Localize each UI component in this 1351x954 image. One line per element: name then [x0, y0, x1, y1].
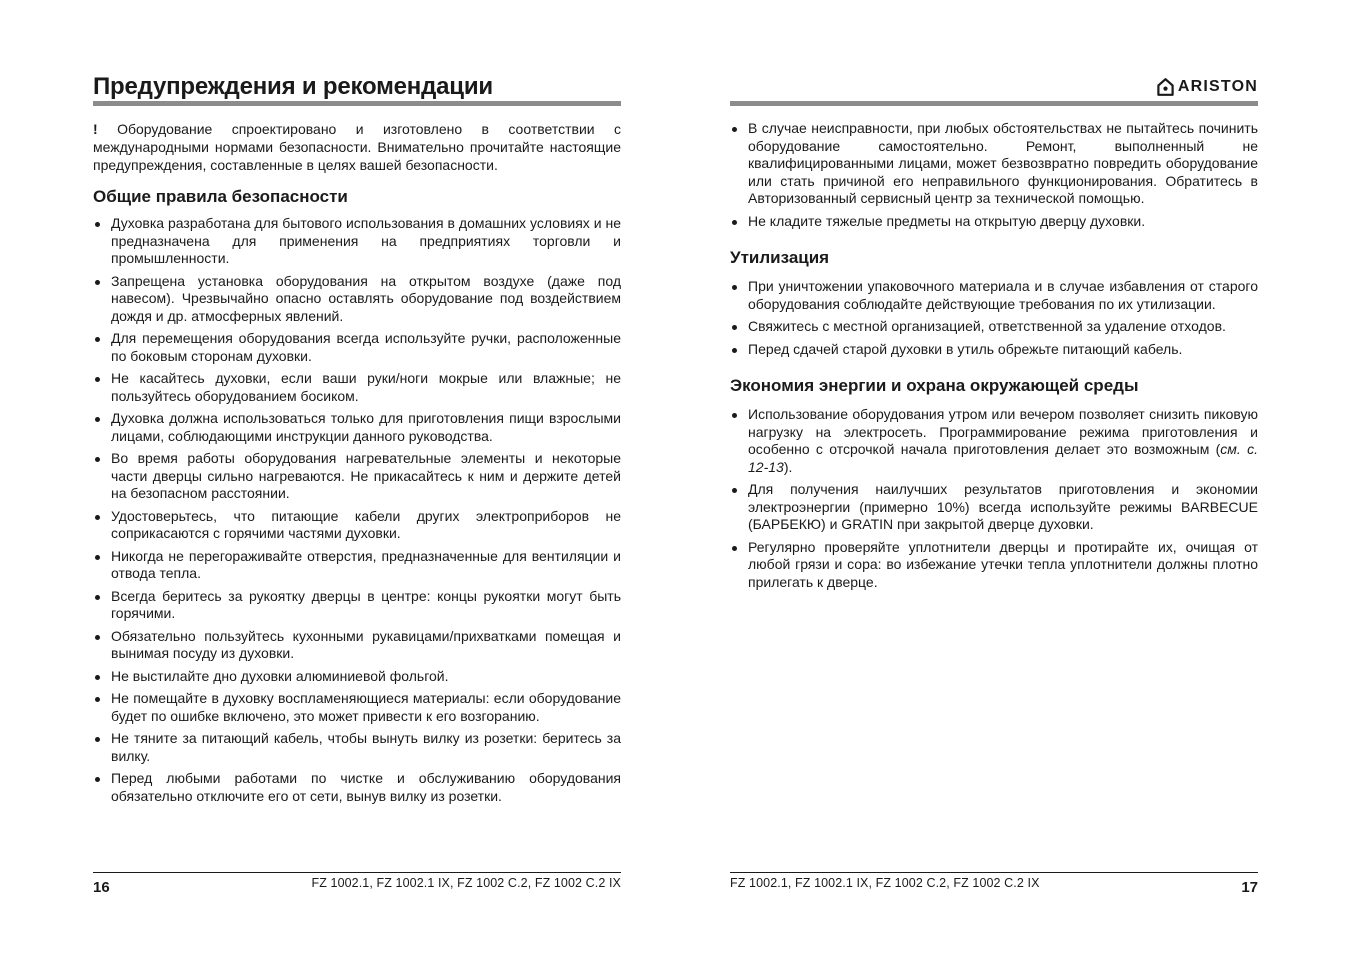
list-item: Не выстилайте дно духовки алюминиевой фольгой. [93, 668, 621, 686]
list-item: Перед сдачей старой духовки в утиль обрежьте питающий кабель. [730, 341, 1258, 359]
page-reference: см. с. 12-13 [748, 441, 1258, 475]
right-content [730, 120, 1258, 596]
energy-bullet-list [730, 406, 1258, 591]
list-item: Обязательно пользуйтесь кухонными рукавицами/прихватками помещая и вынимая посуду из духовки. [93, 628, 621, 663]
warning-mark: ! [93, 121, 98, 137]
left-page [93, 0, 621, 954]
list-item: Для получения наилучших результатов приготовления и экономии электроэнергии (примерно 10%) всегда используйте режимы BARBECUE (БАРБЕКЮ) и GRATIN при закрытой дверце духовки. [730, 481, 1258, 534]
list-item: Удостоверьтесь, что питающие кабели других электроприборов не соприкасаются с горячими частями духовки. [93, 508, 621, 543]
page-title: Предупреждения и рекомендации [93, 73, 493, 100]
disposal-bullet-list [730, 278, 1258, 358]
model-list: FZ 1002.1, FZ 1002.1 IX, FZ 1002 C.2, FZ 1002 C.2 IX [311, 876, 621, 890]
list-item: Регулярно проверяйте уплотнители дверцы и протирайте их, очищая от любой грязи и сора: во избежание утечки тепла уплотнители должны плотно прилегать к дверце. [730, 539, 1258, 592]
list-item: Духовка разработана для бытового использования в домашних условиях и не предназначена для применения на предприятиях торговли и промышленности. [93, 215, 621, 268]
list-item: Для перемещения оборудования всегда используйте ручки, расположенные по боковым сторонам духовки. [93, 330, 621, 365]
page-number: 17 [1241, 879, 1258, 896]
list-item: Не кладите тяжелые предметы на открытую дверцу духовки. [730, 213, 1258, 231]
list-item: Не помещайте в духовку воспламеняющиеся материалы: если оборудование будет по ошибке включено, это может привести к его возгоранию. [93, 690, 621, 725]
section-heading-safety: Общие правила безопасности [93, 187, 348, 206]
list-item: Свяжитесь с местной организацией, ответственной за удаление отходов. [730, 318, 1258, 336]
list-item: В случае неисправности, при любых обстоятельствах не пытайтесь починить оборудование самостоятельно. Ремонт, выполненный не квалифицированными лицами, может безвозвратно повредить оборудование или стать причиной его неправильного функционирования. Обратитесь в Авторизованный сервисный центр за технической помощью. [730, 120, 1258, 208]
model-list: FZ 1002.1, FZ 1002.1 IX, FZ 1002 C.2, FZ 1002 C.2 IX [730, 876, 1040, 890]
footer-rule [730, 872, 1258, 873]
brand-logo [1157, 78, 1258, 96]
right-page [730, 0, 1258, 954]
intro-text: Оборудование спроектировано и изготовлено в соответствии с международными нормами безопасности. Внимательно прочитайте настоящие предупреждения, составленные в целях вашей безопасности. [93, 121, 621, 173]
left-content [93, 120, 621, 810]
list-item: Запрещена установка оборудования на открытом воздухе (даже под навесом). Чрезвычайно опасно оставлять оборудование под воздействием дождя и др. атмосферных явлений. [93, 273, 621, 326]
list-item: Перед любыми работами по чистке и обслуживанию оборудования обязательно отключите его от сети, вынув вилку из розетки. [93, 770, 621, 805]
list-item: Не тяните за питающий кабель, чтобы вынуть вилку из розетки: беритесь за вилку. [93, 730, 621, 765]
energy-text: Использование оборудования утром или вечером позволяет снизить пиковую нагрузку на электросеть. Программирование режима приготовления и особенно с отсрочкой начала приготовления делает это возможным ( [748, 406, 1258, 457]
list-item: Не касайтесь духовки, если ваши руки/ноги мокрые или влажные; не пользуйтесь оборудованием босиком. [93, 370, 621, 405]
safety-bullet-list [93, 215, 621, 805]
list-item [730, 406, 1258, 476]
energy-text-end: ). [783, 458, 793, 475]
brand-name: ARISTON [1177, 78, 1258, 95]
list-item: Никогда не перегораживайте отверстия, предназначенные для вентиляции и отвода тепла. [93, 548, 621, 583]
list-item: Духовка должна использоваться только для приготовления пищи взрослыми лицами, соблюдающими инструкции данного руководства. [93, 410, 621, 445]
section-heading-disposal: Утилизация [730, 248, 830, 267]
footer-rule [93, 872, 621, 873]
intro-paragraph [93, 120, 621, 174]
page-number: 16 [93, 879, 110, 896]
title-rule [93, 101, 621, 106]
list-item: Всегда беритесь за рукоятку дверцы в центре: концы рукоятки могут быть горячими. [93, 588, 621, 623]
section-heading-energy: Экономия энергии и охрана окружающей среды [730, 376, 1139, 395]
repair-bullet-list [730, 120, 1258, 230]
list-item: Во время работы оборудования нагревательные элементы и некоторые части дверцы сильно нагреваются. Не прикасайтесь к ним и держите детей на безопасном расстоянии. [93, 450, 621, 503]
list-item: При уничтожении упаковочного материала и в случае избавления от старого оборудования соблюдайте действующие требования по их утилизации. [730, 278, 1258, 313]
house-logo-icon [1157, 78, 1174, 96]
title-rule [730, 101, 1258, 106]
